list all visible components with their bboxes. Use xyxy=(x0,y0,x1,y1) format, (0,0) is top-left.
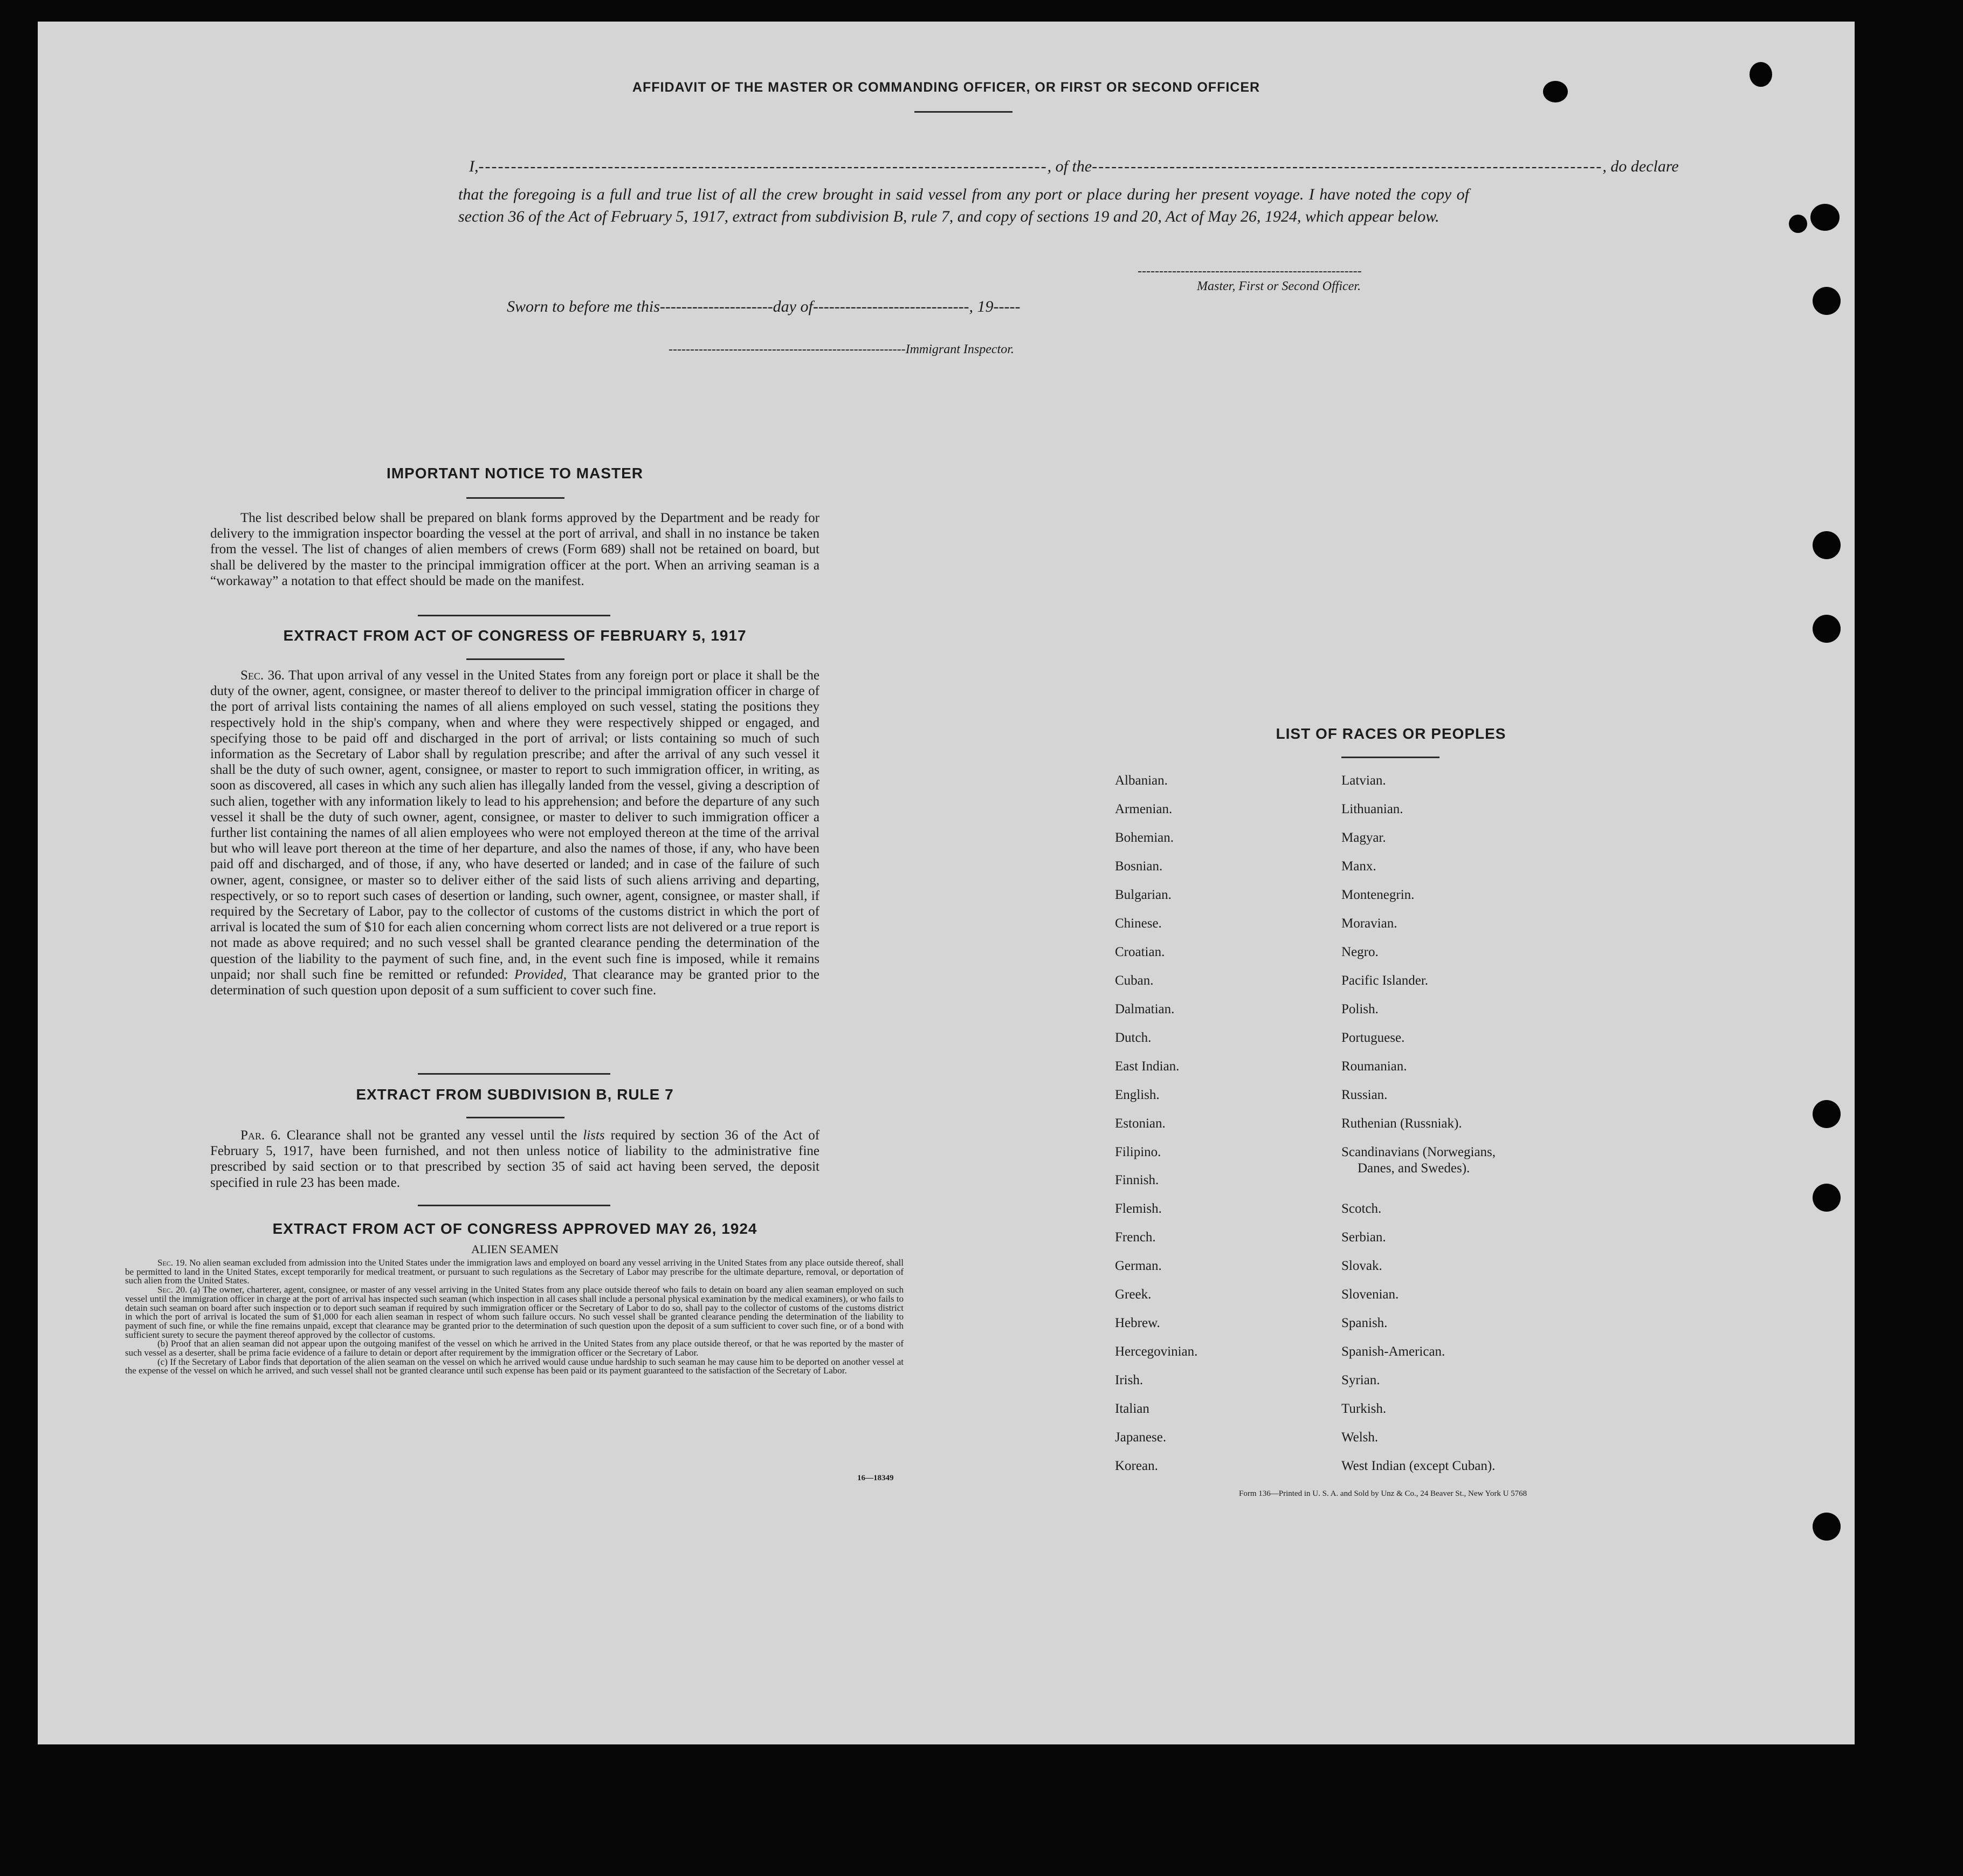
inspector-caption: Immigrant Inspector. xyxy=(905,342,1014,356)
year-prefix: , 19 xyxy=(969,298,994,315)
race-item: Roumanian. xyxy=(1341,1059,1407,1074)
binder-hole xyxy=(1813,531,1841,559)
rule7-text-before: Clearance shall not be granted any vessel until the xyxy=(286,1128,577,1143)
ink-blot xyxy=(1810,204,1840,231)
race-item: Cuban. xyxy=(1115,973,1154,988)
rule7-text xyxy=(210,1128,819,1191)
race-item: Welsh. xyxy=(1341,1430,1379,1445)
sec-19-paragraph xyxy=(125,1259,904,1286)
race-item: Ruthenian (Russniak). xyxy=(1341,1116,1462,1131)
provided-text: That clearance may be granted prior to the determination of such question upon deposit of a sum sufficient to cover such fine. xyxy=(210,967,819,998)
par-6-label: Par. 6. xyxy=(240,1128,281,1143)
race-item: English. xyxy=(1115,1088,1160,1102)
notice-underline xyxy=(466,497,564,499)
race-item: Dalmatian. xyxy=(1115,1002,1175,1016)
race-item: Spanish-American. xyxy=(1341,1344,1445,1359)
ink-blot xyxy=(1543,81,1568,102)
race-item: Turkish. xyxy=(1341,1401,1387,1416)
printer-footer: Form 136—Printed in U. S. A. and Sold by Unz & Co., 24 Beaver St., New York U 5768 xyxy=(1239,1489,1527,1498)
extract-1917-title: EXTRACT FROM ACT OF CONGRESS OF FEBRUARY 5, 1917 xyxy=(283,627,747,644)
inspector-blank: ------------------------------------------------------- xyxy=(669,342,906,356)
sec-36-body: That upon arrival of any vessel in the United States from any foreign port or place it shall be the duty of the owner, agent, consignee, or master thereof to deliver to the principal immigration officer in charge of the port of arrival lists containing the names of all aliens employed on such vessel, stating the positions they respectively hold in the ship's company, when and where they were respectively shipped or engaged, and specifying those to be paid off and discharged in the port of arrival; or lists containing so much of such information as the Secretary of Labor shall by regulation prescribe; and after the arrival of any such vessel it shall be the duty of such owner, agent, consignee, or master to report to such immigration officer, in writing, as soon as discovered, all cases in which any such alien has illegally landed from the vessel, giving a description of such alien, together with any information likely to lead to his apprehension; and before the departure of any such vessel it shall be the duty of such owner, agent, consignee, or master to deliver to such immigration officer a further list containing the names of all alien employees who were not employed thereon at the time of the arrival but who will leave port thereon at the time of her departure, and also the names of those, if any, who have been paid off and discharged, and of those, if any, who have deserted or landed; and in case of the failure of such owner, agent, consignee, or master so to deliver either of the said lists of such aliens arriving and departing, respectively, or so to report such cases of desertion or landing, such owner, agent, consignee, or master shall, if required by the Secretary of Labor, pay to the collector of customs of the customs district in which the port of arrival is located the sum of $10 for each alien concerning whom correct lists are not delivered or a true report is not made as above required; and no such vessel shall be granted clearance pending the determination of the question of the liability to the payment of such fine, and, in the event such fine is imposed, while it remains unpaid; nor shall such fine be remitted or refunded: xyxy=(210,668,820,982)
sworn-month-blank: ----------------------------- xyxy=(812,298,969,315)
races-title: LIST OF RACES OR PEOPLES xyxy=(1276,725,1506,742)
race-item: East Indian. xyxy=(1115,1059,1180,1074)
race-item: Korean. xyxy=(1115,1459,1158,1473)
sec-20a-text: (a) The owner, charterer, agent, consignee, or master of any vessel arriving in the United States from any place outside thereof who fails to detain on board any alien seaman employed on such vessel until the immigration officer in charge at the port of arrival has inspected such seaman (which inspection in all cases shall include a personal physical examination by the medical examiners), or who fails to detain such seaman on board after such inspection or to deport such seaman if required by such immigration officer or the Secretary of Labor to do so, shall pay to the collector of customs of the customs district in which the port of arrival is located the sum of $1,000 for each alien seaman in respect of whom such failure occurs. No such vessel shall be granted clearance pending the determination of the liability to payment of such fine, or while the fine remains unpaid, except that clearance may be granted prior to the determination of such question upon the deposit of a sum sufficient to cover such fine, or of a bond with sufficient surety to secure the payment thereof approved by the collector of customs. xyxy=(125,1284,904,1340)
sec-20c-paragraph: (c) If the Secretary of Labor finds that deportation of the alien seaman on the vessel on which he arrived would cause undue hardship to such seaman he may cause him to be deported on another vessel at the expense of the vessel on which he arrived, and such vessel shall not be granted clearance until such expense has been paid or its payment guaranteed to the satisfaction of the Secretary of Labor. xyxy=(125,1356,904,1376)
race-item: Portuguese. xyxy=(1341,1030,1405,1045)
race-item: Croatian. xyxy=(1115,945,1165,959)
race-item: Bosnian. xyxy=(1115,859,1163,874)
race-item: Armenian. xyxy=(1115,802,1173,816)
sec-20b-paragraph: (b) Proof that an alien seaman did not appear upon the outgoing manifest of the vessel on which he arrived in the United States from any place outside thereof, or that he was reported by the master of such vessel as a deserter, shall be prima facie evidence of a failure to detain or deport after requirement by the immigration officer or the Secretary of Labor. xyxy=(125,1338,904,1358)
binder-hole xyxy=(1813,1513,1841,1541)
race-item: Montenegrin. xyxy=(1341,888,1415,902)
race-item: Estonian. xyxy=(1115,1116,1166,1131)
sworn-day-blank: --------------------- xyxy=(659,298,773,315)
race-item: Scotch. xyxy=(1341,1201,1382,1216)
race-item: Italian xyxy=(1115,1401,1149,1416)
race-item: Spanish. xyxy=(1341,1316,1388,1330)
sec-20-label: Sec. 20. xyxy=(157,1284,188,1295)
vessel-blank: ------------------------------------------------------------------------------- xyxy=(1092,157,1603,175)
race-item: Lithuanian. xyxy=(1341,802,1403,816)
sec-20a-paragraph xyxy=(125,1286,904,1339)
binder-hole xyxy=(1813,287,1841,315)
affidavit-paragraph: that the foregoing is a full and true list of all the crew brought in said vessel from any port or place during her present voyage. I have noted the copy of section 36 of the Act of February 5, 1917, extract from subdivision B, rule 7, and copy of sections 19 and 20, Act of May 26, 1924, which appear below. xyxy=(458,185,1469,225)
race-item: Albanian. xyxy=(1115,773,1168,788)
notice-title: IMPORTANT NOTICE TO MASTER xyxy=(386,465,644,482)
document-page xyxy=(38,22,1855,1744)
race-item: West Indian (except Cuban). xyxy=(1341,1459,1496,1473)
extract-1924-text xyxy=(125,1259,904,1376)
race-item: Finnish. xyxy=(1115,1173,1159,1187)
rule7-title: EXTRACT FROM SUBDIVISION B, RULE 7 xyxy=(356,1086,674,1103)
officer-signature-line: ---------------------------------------------------- xyxy=(1138,264,1362,278)
day-of-text: day of xyxy=(773,298,813,315)
binder-hole xyxy=(1813,615,1841,643)
race-item: Russian. xyxy=(1341,1088,1388,1102)
race-item: German. xyxy=(1115,1259,1162,1273)
race-item: Latvian. xyxy=(1341,773,1386,788)
race-item: Hercegovinian. xyxy=(1115,1344,1198,1359)
title-underline xyxy=(914,111,1013,113)
sec-19-text: No alien seaman excluded from admission into the United States under the immigration laws and employed on board any vessel arriving in the United States from any place outside thereof, shall be permitted to land in the United States, except temporarily for medical treatment, or pursuant to such regulations as the Secretary of Labor may prescribe for the ultimate departure, removal, or deportation of such alien from the United States. xyxy=(125,1257,904,1286)
form-number: 16—18349 xyxy=(857,1474,894,1482)
extract-1924-title: EXTRACT FROM ACT OF CONGRESS APPROVED MAY 26, 1924 xyxy=(272,1220,757,1237)
binder-hole xyxy=(1813,1100,1841,1128)
race-item: Japanese. xyxy=(1115,1430,1167,1445)
race-item: French. xyxy=(1115,1230,1156,1245)
race-item: Dutch. xyxy=(1115,1030,1152,1045)
race-item: Slovak. xyxy=(1341,1259,1382,1273)
race-item: Negro. xyxy=(1341,945,1379,959)
race-item: Scandinavians (Norwegians, xyxy=(1341,1145,1496,1159)
lists-word: lists xyxy=(583,1128,605,1143)
do-declare-text: , do declare xyxy=(1602,157,1679,175)
name-blank: ---------------------------------------------------------------------------------------- xyxy=(478,157,1048,175)
race-item: Chinese. xyxy=(1115,916,1162,931)
inspector-line xyxy=(669,342,1014,357)
race-item: Bulgarian. xyxy=(1115,888,1172,902)
race-item: Syrian. xyxy=(1341,1373,1380,1387)
ink-blot xyxy=(1750,62,1772,87)
races-underline xyxy=(1341,757,1439,758)
rule7-underline xyxy=(466,1117,564,1118)
race-item: Pacific Islander. xyxy=(1341,973,1429,988)
extract-1917-underline xyxy=(466,658,564,660)
race-item: Greek. xyxy=(1115,1287,1152,1302)
race-item: Hebrew. xyxy=(1115,1316,1160,1330)
divider xyxy=(418,1205,610,1206)
alien-seamen-subtitle: ALIEN SEAMEN xyxy=(471,1242,559,1256)
race-item: Danes, and Swedes). xyxy=(1358,1161,1470,1176)
race-item: Moravian. xyxy=(1341,916,1397,931)
provided-label: Provided, xyxy=(514,967,567,982)
notice-text: The list described below shall be prepared on blank forms approved by the Department and be ready for delivery to the immigration inspector boarding the vessel at the port of arrival, and shall in no instance be taken from the vessel. The list of changes of alien members of crews (Form 689) shall not be retained on board, but shall be delivered by the master to the principal immigration officer at the port. When an arriving seaman is a “workaway” a notation to that effect should be made on the manifest. xyxy=(210,511,819,588)
extract-1917-text xyxy=(210,668,819,998)
divider xyxy=(418,1073,610,1075)
race-item: Manx. xyxy=(1341,859,1376,874)
race-item: Filipino. xyxy=(1115,1145,1161,1159)
race-item: Slovenian. xyxy=(1341,1287,1399,1302)
affidavit-declaration-line xyxy=(469,157,1679,176)
sec-19-label: Sec. 19. xyxy=(157,1257,187,1268)
sec-36-label: Sec. 36. xyxy=(240,668,285,683)
officer-signature-caption: Master, First or Second Officer. xyxy=(1197,279,1361,293)
affidavit-title: AFFIDAVIT OF THE MASTER OR COMMANDING OFFICER, OR FIRST OR SECOND OFFICER xyxy=(632,80,1261,95)
divider xyxy=(418,615,610,616)
ink-blot xyxy=(1789,215,1807,233)
year-blank: ----- xyxy=(993,298,1021,315)
race-item: Magyar. xyxy=(1341,830,1386,845)
race-item: Flemish. xyxy=(1115,1201,1162,1216)
race-item: Polish. xyxy=(1341,1002,1379,1016)
of-the-text: , of the xyxy=(1047,157,1092,175)
sworn-text: Sworn to before me this xyxy=(507,298,660,315)
sworn-line xyxy=(507,298,1021,316)
binder-hole xyxy=(1813,1184,1841,1212)
affidavit-i: I, xyxy=(469,157,479,175)
race-item: Bohemian. xyxy=(1115,830,1174,845)
rule7-text-after: required by section 36 of the Act of February 5, 1917, have been furnished, and not then unless notice of liability to the administrative fine prescribed by said section or to that prescribed by section 35 of said act having been served, the deposit specified in rule 23 has been made. xyxy=(210,1128,820,1190)
race-item: Serbian. xyxy=(1341,1230,1386,1245)
race-item: Irish. xyxy=(1115,1373,1144,1387)
